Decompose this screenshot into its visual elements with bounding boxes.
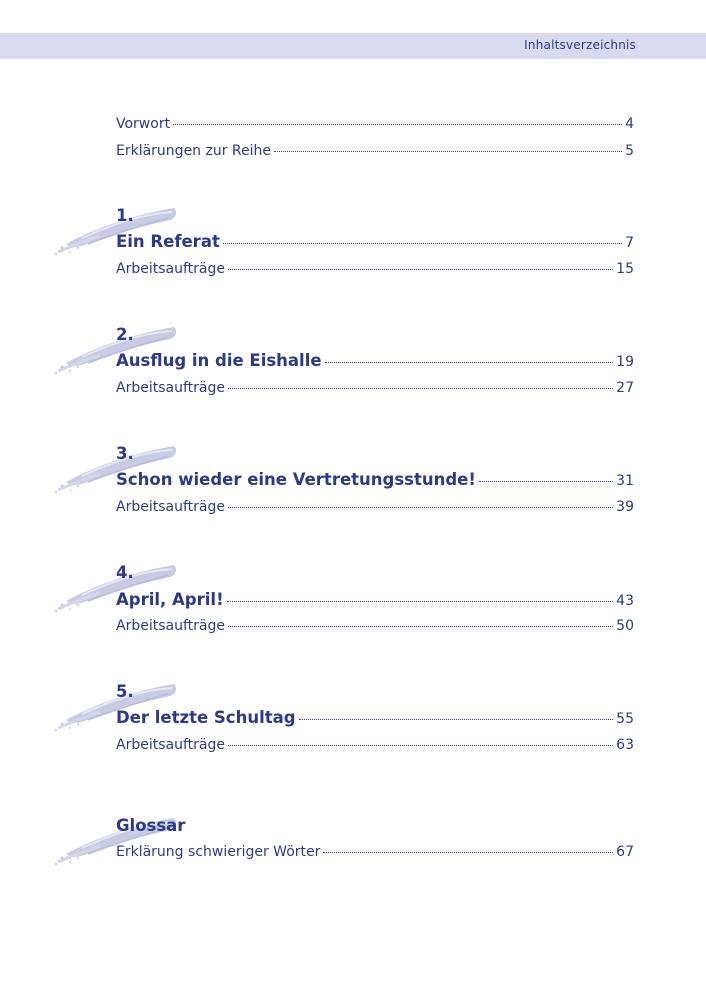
header-band	[0, 33, 706, 59]
subentry-page: 27	[616, 380, 634, 396]
dot-leader	[228, 626, 613, 627]
toc-subentry[interactable]	[116, 380, 634, 400]
subentry-page: 50	[616, 618, 634, 634]
toc-entry-label: Vorwort	[116, 116, 171, 132]
subentry-label: Arbeitsaufträge	[116, 499, 225, 515]
chapter-page: 31	[616, 473, 634, 489]
chapter-title: April, April!	[116, 590, 224, 609]
dot-leader	[228, 388, 613, 389]
toc-chapter-title[interactable]	[116, 708, 634, 728]
dot-leader	[228, 507, 613, 508]
toc-chapter-title[interactable]	[116, 470, 634, 490]
dot-leader	[299, 719, 614, 720]
subentry-page: 63	[616, 737, 634, 753]
chapter-number: 2.	[116, 325, 134, 344]
subentry-label: Arbeitsaufträge	[116, 380, 225, 396]
glossary-title: Glossar	[116, 816, 186, 835]
chapter-number: 1.	[116, 206, 134, 225]
dot-leader	[325, 362, 614, 363]
chapter-page: 55	[616, 711, 634, 727]
dot-leader	[479, 481, 613, 482]
subentry-label: Arbeitsaufträge	[116, 618, 225, 634]
glossary-page: 67	[616, 844, 634, 860]
chapter-title: Der letzte Schultag	[116, 708, 296, 727]
dot-leader	[223, 243, 622, 244]
toc-chapter-title[interactable]	[116, 590, 634, 610]
subentry-page: 39	[616, 499, 634, 515]
section-title: Inhaltsverzeichnis	[524, 38, 636, 52]
chapter-number: 5.	[116, 682, 134, 701]
chapter-page: 43	[616, 593, 634, 609]
toc-subentry[interactable]	[116, 737, 634, 757]
dot-leader	[228, 269, 613, 270]
toc-entry-label: Erklärungen zur Reihe	[116, 143, 272, 159]
chapter-page: 7	[625, 235, 634, 251]
toc-subentry[interactable]	[116, 261, 634, 281]
subentry-label: Arbeitsaufträge	[116, 261, 225, 277]
dot-leader	[228, 745, 613, 746]
toc-chapter-title[interactable]	[116, 351, 634, 371]
dot-leader	[323, 852, 613, 853]
toc-subentry[interactable]	[116, 618, 634, 638]
chapter-number: 3.	[116, 444, 134, 463]
chapter-title: Schon wieder eine Vertretungsstunde!	[116, 470, 476, 489]
dot-leader	[274, 151, 622, 152]
chapter-title: Ein Referat	[116, 232, 220, 251]
chapter-number: 4.	[116, 563, 134, 582]
toc-entry-glossary[interactable]	[116, 844, 634, 864]
glossary-label: Erklärung schwieriger Wörter	[116, 844, 321, 860]
chapter-title: Ausflug in die Eishalle	[116, 351, 322, 370]
toc-entry-vorwort[interactable]	[116, 116, 634, 136]
toc-entry-page: 5	[625, 143, 634, 159]
toc-entry-erklaerungen[interactable]	[116, 143, 634, 163]
chapter-page: 19	[616, 354, 634, 370]
toc-subentry[interactable]	[116, 499, 634, 519]
subentry-page: 15	[616, 261, 634, 277]
toc-entry-page: 4	[625, 116, 634, 132]
dot-leader	[173, 124, 622, 125]
toc-chapter-title[interactable]	[116, 232, 634, 252]
subentry-label: Arbeitsaufträge	[116, 737, 225, 753]
dot-leader	[227, 601, 614, 602]
